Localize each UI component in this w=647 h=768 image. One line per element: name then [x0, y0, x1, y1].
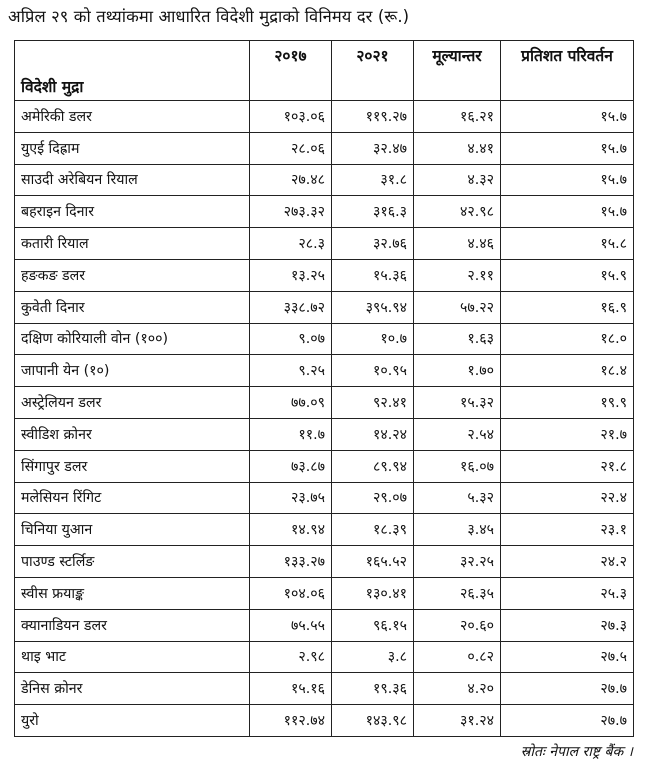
difference-cell: २.५४ — [414, 418, 501, 450]
currency-name-cell: स्वीस फ्रयाङ्क — [15, 577, 250, 609]
percent-change-cell: १५.७ — [501, 132, 634, 164]
percent-change-cell: २७.५ — [501, 641, 634, 673]
rate-2017-cell: १०३.०६ — [250, 101, 332, 133]
currency-name-cell: चिनिया युआन — [15, 514, 250, 546]
rate-2017-cell: १०४.०६ — [250, 577, 332, 609]
header-year-2017: २०१७ — [250, 41, 332, 101]
rate-2021-cell: १३०.४१ — [332, 577, 414, 609]
percent-change-cell: २२.४ — [501, 482, 634, 514]
rate-2017-cell: १३.२५ — [250, 259, 332, 291]
difference-cell: १.७० — [414, 355, 501, 387]
table-row — [15, 387, 634, 419]
currency-name-cell: युरो — [15, 705, 250, 737]
table-row — [15, 673, 634, 705]
difference-cell: ५७.२२ — [414, 291, 501, 323]
table-row — [15, 577, 634, 609]
table-row — [15, 323, 634, 355]
rate-2021-cell: ३९५.९४ — [332, 291, 414, 323]
table-row — [15, 355, 634, 387]
currency-name-cell: सिंगापुर डलर — [15, 450, 250, 482]
percent-change-cell: १८.४ — [501, 355, 634, 387]
currency-name-cell: हङकङ डलर — [15, 259, 250, 291]
percent-change-cell: १८.० — [501, 323, 634, 355]
percent-change-cell: २१.७ — [501, 418, 634, 450]
percent-change-cell: १९.९ — [501, 387, 634, 419]
rate-2021-cell: १४३.९८ — [332, 705, 414, 737]
currency-name-cell: कुवेती दिनार — [15, 291, 250, 323]
table-row — [15, 164, 634, 196]
currency-name-cell: अमेरिकी डलर — [15, 101, 250, 133]
source-note: स्रोतः नेपाल राष्ट्र बैंक । — [520, 744, 633, 760]
table-row — [15, 291, 634, 323]
percent-change-cell: २५.३ — [501, 577, 634, 609]
rate-2017-cell: ११.७ — [250, 418, 332, 450]
header-year-2021: २०२१ — [332, 41, 414, 101]
rate-2017-cell: २७.४८ — [250, 164, 332, 196]
difference-cell: २६.३५ — [414, 577, 501, 609]
difference-cell: १६.२१ — [414, 101, 501, 133]
rate-2017-cell: २.९८ — [250, 641, 332, 673]
percent-change-cell: १५.७ — [501, 164, 634, 196]
rate-2021-cell: ३२.४७ — [332, 132, 414, 164]
rate-2021-cell: ३१६.३ — [332, 196, 414, 228]
rate-2017-cell: २८.३ — [250, 228, 332, 260]
table-row — [15, 546, 634, 578]
rate-2017-cell: ९.०७ — [250, 323, 332, 355]
table-body — [15, 101, 634, 737]
percent-change-cell: १५.७ — [501, 101, 634, 133]
rate-2021-cell: ११९.२७ — [332, 101, 414, 133]
currency-name-cell: स्वीडिश क्रोनर — [15, 418, 250, 450]
difference-cell: ४२.९८ — [414, 196, 501, 228]
percent-change-cell: २७.७ — [501, 673, 634, 705]
table-row — [15, 705, 634, 737]
exchange-rate-table — [14, 40, 634, 737]
rate-2021-cell: ९२.४१ — [332, 387, 414, 419]
difference-cell: ३१.२४ — [414, 705, 501, 737]
currency-name-cell: मलेसियन रिंगिट — [15, 482, 250, 514]
header-row — [15, 41, 634, 101]
currency-name-cell: अस्ट्रेलियन डलर — [15, 387, 250, 419]
percent-change-cell: २३.१ — [501, 514, 634, 546]
rate-2017-cell: २८.०६ — [250, 132, 332, 164]
table-row — [15, 132, 634, 164]
difference-cell: १६.०७ — [414, 450, 501, 482]
rate-2017-cell: ७५.५५ — [250, 609, 332, 641]
rate-2021-cell: १०.९५ — [332, 355, 414, 387]
rate-2017-cell: ९.२५ — [250, 355, 332, 387]
difference-cell: ४.४६ — [414, 228, 501, 260]
rate-2021-cell: १४.२४ — [332, 418, 414, 450]
rate-2021-cell: १९.३६ — [332, 673, 414, 705]
difference-cell: २०.६० — [414, 609, 501, 641]
rate-2017-cell: १३३.२७ — [250, 546, 332, 578]
difference-cell: ४.४१ — [414, 132, 501, 164]
difference-cell: ३.४५ — [414, 514, 501, 546]
table-row — [15, 514, 634, 546]
table-row — [15, 228, 634, 260]
currency-name-cell: डेनिस क्रोनर — [15, 673, 250, 705]
table-row — [15, 259, 634, 291]
difference-cell: ५.३२ — [414, 482, 501, 514]
table-row — [15, 609, 634, 641]
percent-change-cell: १५.९ — [501, 259, 634, 291]
rate-2021-cell: १६५.५२ — [332, 546, 414, 578]
table-row — [15, 641, 634, 673]
percent-change-cell: २७.७ — [501, 705, 634, 737]
rate-2021-cell: ३.८ — [332, 641, 414, 673]
currency-name-cell: जापानी येन (१०) — [15, 355, 250, 387]
currency-name-cell: दक्षिण कोरियाली वोन (१००) — [15, 323, 250, 355]
difference-cell: ४.३२ — [414, 164, 501, 196]
rate-2017-cell: ३३८.७२ — [250, 291, 332, 323]
table-row — [15, 482, 634, 514]
rate-2021-cell: १०.७ — [332, 323, 414, 355]
rate-2017-cell: ११२.७४ — [250, 705, 332, 737]
rate-2021-cell: ३२.७६ — [332, 228, 414, 260]
rate-2017-cell: २७३.३२ — [250, 196, 332, 228]
difference-cell: ३२.२५ — [414, 546, 501, 578]
table-row — [15, 418, 634, 450]
percent-change-cell: १६.९ — [501, 291, 634, 323]
currency-name-cell: कतारी रियाल — [15, 228, 250, 260]
percent-change-cell: २४.२ — [501, 546, 634, 578]
currency-name-cell: पाउण्ड स्टर्लिङ — [15, 546, 250, 578]
rate-2021-cell: ८९.९४ — [332, 450, 414, 482]
difference-cell: १.६३ — [414, 323, 501, 355]
currency-name-cell: युएई दिह्राम — [15, 132, 250, 164]
rate-2017-cell: १४.९४ — [250, 514, 332, 546]
header-currency: विदेशी मुद्रा — [15, 41, 250, 101]
rate-2017-cell: २३.७५ — [250, 482, 332, 514]
rate-2017-cell: १५.१६ — [250, 673, 332, 705]
rate-2021-cell: ९६.१५ — [332, 609, 414, 641]
rate-2017-cell: ७३.८७ — [250, 450, 332, 482]
rate-2021-cell: १५.३६ — [332, 259, 414, 291]
rate-2017-cell: ७७.०९ — [250, 387, 332, 419]
header-percent-change: प्रतिशत परिवर्तन — [501, 41, 634, 101]
percent-change-cell: १५.८ — [501, 228, 634, 260]
table-title: अप्रिल २९ को तथ्यांकमा आधारित विदेशी मुद्राको विनिमय दर (रू.) — [8, 7, 410, 26]
currency-name-cell: थाइ भाट — [15, 641, 250, 673]
difference-cell: ४.२० — [414, 673, 501, 705]
header-difference: मूल्यान्तर — [414, 41, 501, 101]
rate-2021-cell: १८.३९ — [332, 514, 414, 546]
table-row — [15, 101, 634, 133]
rate-2021-cell: २९.०७ — [332, 482, 414, 514]
currency-name-cell: साउदी अरेबियन रियाल — [15, 164, 250, 196]
percent-change-cell: २१.८ — [501, 450, 634, 482]
currency-name-cell: बहराइन दिनार — [15, 196, 250, 228]
difference-cell: ०.८२ — [414, 641, 501, 673]
percent-change-cell: १५.७ — [501, 196, 634, 228]
difference-cell: १५.३२ — [414, 387, 501, 419]
table-row — [15, 450, 634, 482]
difference-cell: २.११ — [414, 259, 501, 291]
rate-2021-cell: ३१.८ — [332, 164, 414, 196]
table-row — [15, 196, 634, 228]
currency-name-cell: क्यानाडियन डलर — [15, 609, 250, 641]
percent-change-cell: २७.३ — [501, 609, 634, 641]
